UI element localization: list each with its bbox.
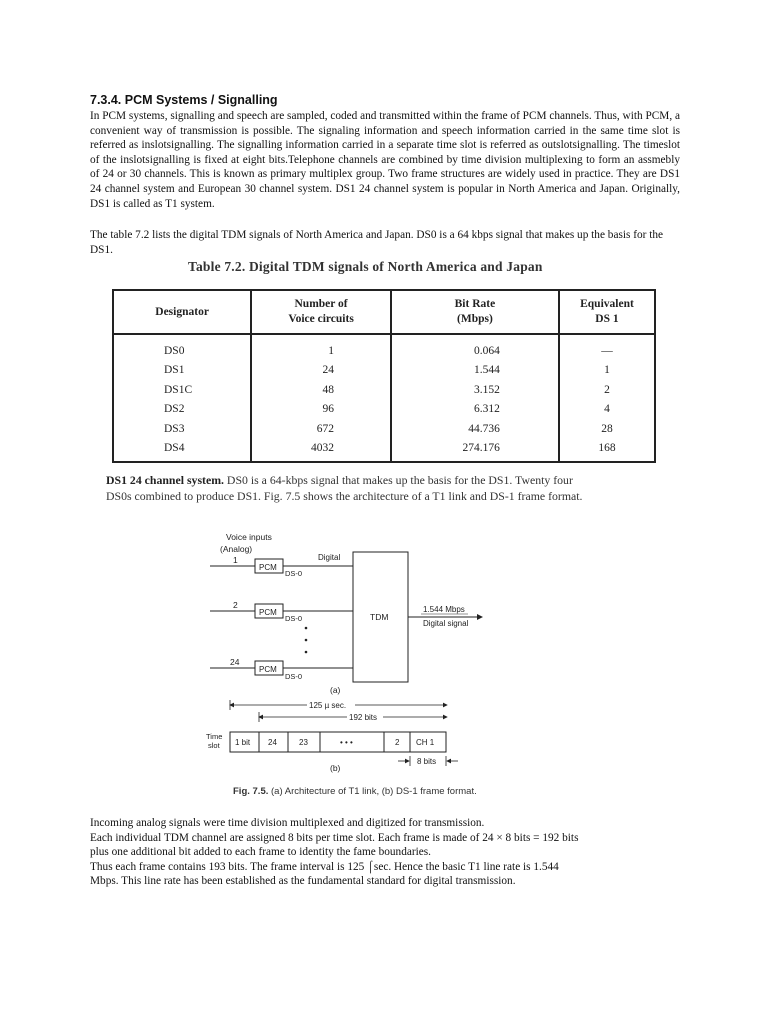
ds1-paragraph <box>106 473 586 504</box>
bottom-paragraph <box>90 816 590 889</box>
bits-label: 192 bits <box>349 713 378 722</box>
tdm-signals-table <box>112 289 656 463</box>
cell-voice-circuits: 1 <box>251 334 391 361</box>
input-number-2: 2 <box>233 600 238 610</box>
table-header-row <box>113 290 655 334</box>
ds0-label-24: DS-0 <box>285 672 303 681</box>
cell-designator: DS1 <box>113 361 251 381</box>
cell-equivalent: 1 <box>559 361 655 381</box>
frame-cell-ch1: CH 1 <box>416 738 435 747</box>
figure-caption-text: (a) Architecture of T1 link, (b) DS-1 frame format. <box>268 786 477 797</box>
cell-designator: DS4 <box>113 439 251 463</box>
header-designator: Designator <box>113 290 251 334</box>
figure-caption-number: Fig. 7.5. <box>233 786 269 797</box>
cell-equivalent: 4 <box>559 400 655 420</box>
frame-cell-24: 24 <box>268 738 277 747</box>
cell-voice-circuits: 4032 <box>251 439 391 463</box>
cell-voice-circuits: 96 <box>251 400 391 420</box>
cell-bit-rate: 44.736 <box>391 419 559 439</box>
header-voice-circuits: Number of Voice circuits <box>251 290 391 334</box>
intro-paragraph: In PCM systems, signalling and speech are sampled, coded and transmitted within the frame of PCM channels. Thus, with PCM, a convenient way of transmission is possible. The signaling information and speech information carried in the same time slot is referred as inslotsignalling. The signalling information carried in a separate time slot is referred as outslotsignalling. The timeslot of the inslotsignalling is fixed at eight bits.Telephone channels are combined by time division multiplexing to form an assmebly of 24 or 30 channels. This is known as primary multiplex group. Two frame structures are widely used in practice. They are DS1 24 channel system and European 30 channel system. DS1 24 channel system is popular in North America and Japan. Originally, DS1 is called as T1 system. <box>90 110 680 210</box>
ds1-text: DS0 is a 64-kbps signal that makes up the basis for the DS1. Twenty four DS0s combined to produce DS1. Fig. 7.5 shows the architecture of a T1 link and DS-1 frame format. <box>106 473 583 503</box>
cell-voice-circuits: 48 <box>251 380 391 400</box>
figure-caption <box>233 786 477 797</box>
analog-label: (Analog) <box>220 544 253 554</box>
table-row <box>113 361 655 381</box>
section-heading: 7.3.4. PCM Systems / Signalling <box>90 93 278 107</box>
part-a-label: (a) <box>330 685 341 695</box>
cell-voice-circuits: 672 <box>251 419 391 439</box>
table-row <box>113 334 655 361</box>
time-slot-label-1: Time <box>206 732 223 741</box>
tdm-label: TDM <box>370 612 389 622</box>
t1-diagram <box>200 530 500 780</box>
table-caption: Table 7.2. Digital TDM signals of North America and Japan <box>188 259 543 274</box>
cell-equivalent: 28 <box>559 419 655 439</box>
ds0-label-1: DS-0 <box>285 569 303 578</box>
rate-label: 1.544 Mbps <box>423 605 465 614</box>
ellipsis-dot <box>305 651 308 654</box>
digital-signal-label: Digital signal <box>423 619 469 628</box>
header-bit-rate: Bit Rate (Mbps) <box>391 290 559 334</box>
bottom-line-3: Thus each frame contains 193 bits. The frame interval is 125 ⌠sec. Hence the basic T1 line rate is 1.544 Mbps. This line rate has been established as the fundamental standard for digital transmission. <box>90 860 559 888</box>
cell-bit-rate: 274.176 <box>391 439 559 463</box>
header-equivalent-ds1: Equivalent DS 1 <box>559 290 655 334</box>
cell-equivalent: — <box>559 334 655 361</box>
cell-bit-rate: 6.312 <box>391 400 559 420</box>
cell-designator: DS0 <box>113 334 251 361</box>
table-row <box>113 400 655 420</box>
voice-inputs-label: Voice inputs <box>226 532 272 542</box>
cell-equivalent: 168 <box>559 439 655 463</box>
time-slot-label-2: slot <box>208 741 220 750</box>
pcm-label-1: PCM <box>259 563 277 572</box>
cell-bit-rate: 0.064 <box>391 334 559 361</box>
part-b-label: (b) <box>330 763 341 773</box>
frame-cell-2: 2 <box>395 738 400 747</box>
table-row <box>113 439 655 463</box>
table-intro-paragraph: The table 7.2 lists the digital TDM signals of North America and Japan. DS0 is a 64 kbps signal that makes up the basis for the DS1. <box>90 229 664 256</box>
frame-cell-23: 23 <box>299 738 308 747</box>
period-label: 125 µ sec. <box>309 701 347 710</box>
cell-designator: DS2 <box>113 400 251 420</box>
cell-designator: DS3 <box>113 419 251 439</box>
pcm-label-2: PCM <box>259 608 277 617</box>
frame-cell-ellipsis: • • • <box>340 738 353 747</box>
cell-designator: DS1C <box>113 380 251 400</box>
bottom-line-1: Incoming analog signals were time division multiplexed and digitized for transmission. <box>90 817 485 829</box>
input-number-24: 24 <box>230 657 240 667</box>
frame-box <box>230 732 446 752</box>
ellipsis-dot <box>305 627 308 630</box>
bottom-line-2: Each individual TDM channel are assigned 8 bits per time slot. Each frame is made of 24 × 8 bits = 192 bits plus one additional bit added to each frame to identity the fame boundaries. <box>90 831 579 859</box>
eight-bits-label: 8 bits <box>417 757 437 766</box>
pcm-label-24: PCM <box>259 665 277 674</box>
t1-figure <box>200 530 500 785</box>
digital-label: Digital <box>318 553 341 562</box>
ds1-lead: DS1 24 channel system. <box>106 473 224 487</box>
cell-bit-rate: 1.544 <box>391 361 559 381</box>
table-row <box>113 419 655 439</box>
cell-bit-rate: 3.152 <box>391 380 559 400</box>
ds0-label-2: DS-0 <box>285 614 303 623</box>
ellipsis-dot <box>305 639 308 642</box>
cell-voice-circuits: 24 <box>251 361 391 381</box>
frame-cell-1bit: 1 bit <box>235 738 251 747</box>
input-number-1: 1 <box>233 555 238 565</box>
cell-equivalent: 2 <box>559 380 655 400</box>
table-row <box>113 380 655 400</box>
